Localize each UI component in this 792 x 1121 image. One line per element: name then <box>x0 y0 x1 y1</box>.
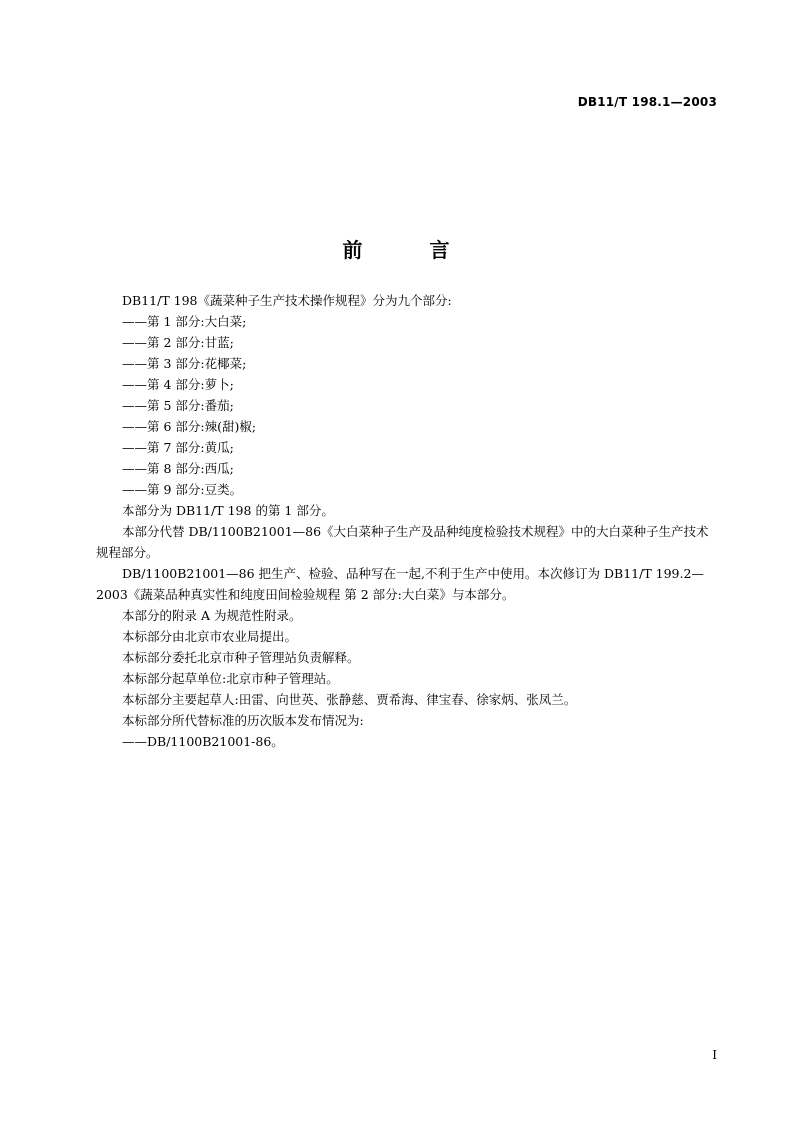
part-list-item: ——第 1 部分:大白菜; <box>122 314 247 329</box>
history-intro-paragraph: 本标部分所代替标准的历次版本发布情况为: <box>122 713 364 728</box>
this-part-paragraph: 本部分为 DB11/T 198 的第 1 部分。 <box>122 503 334 518</box>
intro-paragraph: DB11/T 198《蔬菜种子生产技术操作规程》分为九个部分: <box>122 293 452 308</box>
replaces-paragraph: 本部分代替 DB/1100B21001—86《大白菜种子生产及品种纯度检验技术规程》中的大白菜种子生产技术规程部分。 <box>96 524 709 560</box>
revision-paragraph: DB/1100B21001—86 把生产、检验、品种写在一起,不利于生产中使用。本次修订为 DB11/T 199.2—2003《蔬菜品种真实性和纯度田间检验规程 第 2 部分:大白菜》与本部分。 <box>96 566 704 602</box>
drafters-paragraph: 本标部分主要起草人:田雷、向世英、张静慈、贾希海、律宝春、徐家炳、张凤兰。 <box>122 692 577 707</box>
appendix-paragraph: 本部分的附录 A 为规范性附录。 <box>122 608 302 623</box>
page-number: I <box>712 1048 717 1062</box>
part-list-item: ——第 4 部分:萝卜; <box>122 377 234 392</box>
part-list-item: ——第 9 部分:豆类。 <box>122 482 243 497</box>
history-list-item: ——DB/1100B21001-86。 <box>122 734 284 749</box>
part-list-item: ——第 8 部分:西瓜; <box>122 461 234 476</box>
part-list-item: ——第 7 部分:黄瓜; <box>122 440 234 455</box>
proposed-by-paragraph: 本标部分由北京市农业局提出。 <box>122 629 298 644</box>
page-title: 前 言 <box>342 238 480 262</box>
part-list-item: ——第 6 部分:辣(甜)椒; <box>122 419 257 434</box>
interpreted-by-paragraph: 本标部分委托北京市种子管理站负责解释。 <box>122 650 360 665</box>
drafting-unit-paragraph: 本标部分起草单位:北京市种子管理站。 <box>122 671 339 686</box>
part-list-item: ——第 3 部分:花椰菜; <box>122 356 247 371</box>
part-list-item: ——第 5 部分:番茄; <box>122 398 234 413</box>
part-list-item: ——第 2 部分:甘蓝; <box>122 335 234 350</box>
foreword-body <box>96 290 720 752</box>
document-id: DB11/T 198.1—2003 <box>577 95 717 109</box>
